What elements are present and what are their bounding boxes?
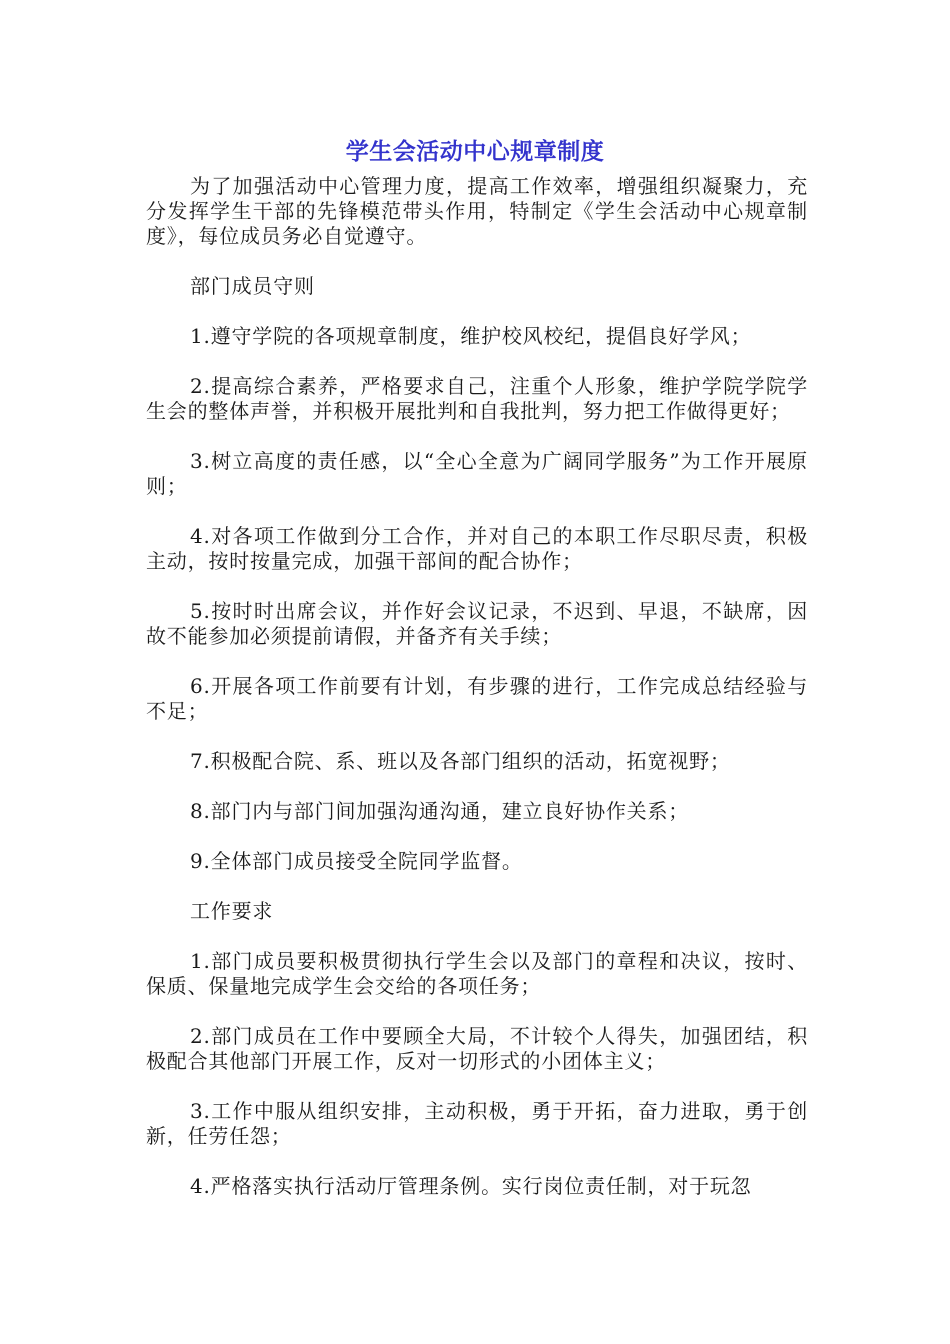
list-item: 1.遵守学院的各项规章制度，维护校风校纪，提倡良好学风； — [190, 324, 752, 348]
document-title: 学生会活动中心规章制度 — [345, 139, 605, 165]
list-item: 5.按时时出席会议，并作好会议记录，不迟到、早退，不缺席，因故不能参加必须提前请假，并备齐有关手续； — [146, 599, 808, 648]
list-item: 9.全体部门成员接受全院同学监督。 — [190, 849, 523, 873]
document-body — [146, 174, 808, 1224]
list-item: 2.提高综合素养，严格要求自己，注重个人形象，维护学院学院学生会的整体声誉，并积极开展批判和自我批判，努力把工作做得更好； — [146, 374, 808, 423]
list-item: 6.开展各项工作前要有计划，有步骤的进行，工作完成总结经验与不足； — [146, 674, 808, 723]
list-item: 2.部门成员在工作中要顾全大局，不计较个人得失，加强团结，积极配合其他部门开展工作，反对一切形式的小团体主义； — [146, 1024, 808, 1073]
list-item: 8.部门内与部门间加强沟通沟通，建立良好协作关系； — [190, 799, 690, 823]
section-heading-member-rules: 部门成员守则 — [190, 274, 315, 298]
list-item: 3.树立高度的责任感，以“全心全意为广阔同学服务”为工作开展原则； — [146, 449, 808, 498]
list-item: 3.工作中服从组织安排，主动积极，勇于开拓，奋力进取，勇于创新，任劳任怨； — [146, 1099, 808, 1148]
intro-paragraph: 为了加强活动中心管理力度，提高工作效率，增强组织凝聚力，充分发挥学生干部的先锋模范带头作用，特制定《学生会活动中心规章制度》，每位成员务必自觉遵守。 — [146, 174, 808, 248]
list-item: 7.积极配合院、系、班以及各部门组织的活动，拓宽视野； — [190, 749, 731, 773]
section-heading-work-requirements: 工作要求 — [190, 899, 274, 923]
list-item: 4.严格落实执行活动厅管理条例。实行岗位责任制，对于玩忽 — [190, 1174, 752, 1198]
list-item: 4.对各项工作做到分工合作，并对自己的本职工作尽职尽责，积极主动，按时按量完成，加强干部间的配合协作； — [146, 524, 808, 573]
list-item: 1.部门成员要积极贯彻执行学生会以及部门的章程和决议，按时、保质、保量地完成学生会交给的各项任务； — [146, 949, 808, 998]
